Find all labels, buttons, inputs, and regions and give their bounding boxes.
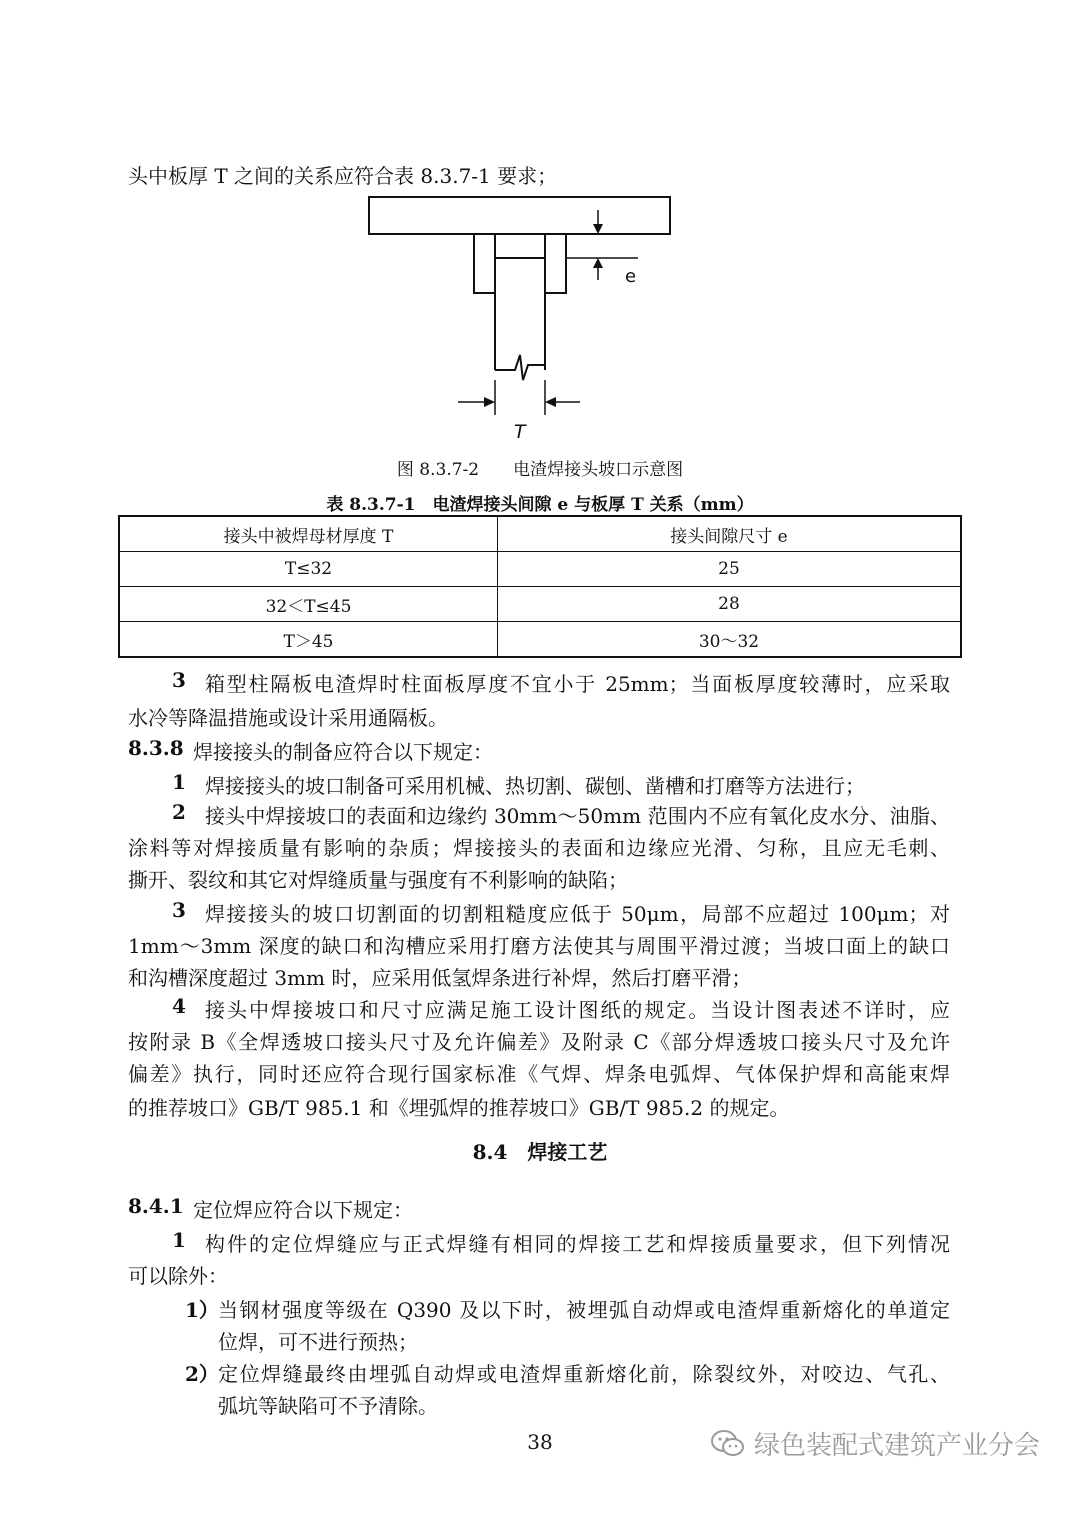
paragraph-line: 当钢材强度等级在 Q390 及以下时，被埋弧自动焊或电渣焊重新熔化的单道定	[218, 1298, 950, 1322]
clause-text: 焊接接头的制备应符合以下规定：	[193, 740, 493, 764]
arrow-down-icon	[593, 224, 603, 234]
intro-line: 头中板厚 T 之间的关系应符合表 8.3.7-1 要求；	[128, 164, 558, 188]
paragraph-line: 焊接接头的坡口制备可采用机械、热切割、碳刨、凿槽和打磨等方法进行；	[205, 774, 865, 798]
table-cell: 28	[498, 587, 962, 622]
paragraph-line: 接头中焊接坡口的表面和边缘约 30mm～50mm 范围内不应有氧化皮水分、油脂、	[205, 804, 950, 828]
clause-number: 8.3.8	[128, 736, 184, 760]
paragraph-line: 涂料等对焊接质量有影响的杂质；焊接接头的表面和边缘应光滑、匀称，且应无毛刺、	[128, 836, 950, 860]
table-row	[119, 622, 961, 658]
item-number: 3	[172, 668, 186, 692]
gap-thickness-table	[118, 515, 962, 658]
paragraph-line: 可以除外：	[128, 1264, 228, 1288]
paragraph-line: 1mm～3mm 深度的缺口和沟槽应采用打磨方法使其与周围平滑过渡；当坡口面上的缺口	[128, 934, 950, 958]
table-title: 表 8.3.7-1 电渣焊接头间隙 e 与板厚 T 关系（mm）	[326, 495, 754, 515]
paragraph-line: 水冷等降温措施或设计采用通隔板。	[128, 706, 448, 730]
paragraph-line: 位焊，可不进行预热；	[218, 1330, 418, 1354]
top-plate	[369, 197, 670, 234]
table-cell: 32＜T≤45	[119, 587, 498, 622]
electroslag-groove-diagram	[360, 190, 690, 445]
vertical-plate	[495, 258, 545, 370]
table-cell: T≤32	[119, 552, 498, 587]
paragraph-line: 撕开、裂纹和其它对焊缝质量与强度有不利影响的缺陷；	[128, 868, 628, 892]
figure-caption: 图 8.3.7-2 电渣焊接头坡口示意图	[396, 460, 684, 480]
paragraph-line: 接头中焊接坡口和尺寸应满足施工设计图纸的规定。当设计图表述不详时，应	[205, 998, 950, 1022]
table-cell: 30～32	[498, 622, 962, 658]
page-number: 38	[527, 1430, 553, 1454]
label-e: e	[625, 266, 637, 287]
item-number: 1	[172, 770, 186, 794]
table-header-row	[119, 516, 961, 552]
paragraph-line: 偏差》执行，同时还应符合现行国家标准《气焊、焊条电弧焊、气体保护焊和高能束焊	[128, 1062, 950, 1086]
table-cell: T＞45	[119, 622, 498, 658]
paragraph-line: 的推荐坡口》GB/T 985.1 和《埋弧焊的推荐坡口》GB/T 985.2 的规定。	[128, 1096, 790, 1120]
paragraph-line: 箱型柱隔板电渣焊时柱面板厚度不宜小于 25mm；当面板厚度较薄时，应采取	[205, 672, 950, 696]
left-backing-bar	[474, 234, 495, 293]
sub-item-number: 1）	[185, 1298, 219, 1322]
item-number: 1	[172, 1228, 186, 1252]
item-number: 4	[172, 994, 186, 1018]
paragraph-line: 按附录 B《全焊透坡口接头尺寸及允许偏差》及附录 C《部分焊透坡口接头尺寸及允许	[128, 1030, 950, 1054]
break-line	[495, 355, 545, 380]
watermark-text: 绿色装配式建筑产业分会	[753, 1431, 1040, 1461]
wechat-icon	[710, 1429, 746, 1459]
watermark	[710, 1425, 1040, 1462]
arrow-up-icon	[593, 258, 603, 268]
item-number: 3	[172, 898, 186, 922]
paragraph-line: 构件的定位焊缝应与正式焊缝有相同的焊接工艺和焊接质量要求，但下列情况	[205, 1232, 950, 1256]
clause-text: 定位焊应符合以下规定：	[193, 1198, 413, 1222]
arrow-left-icon	[545, 397, 556, 407]
clause-number: 8.4.1	[128, 1194, 184, 1218]
arrow-right-icon	[484, 397, 495, 407]
right-backing-bar	[545, 234, 566, 293]
sub-item-number: 2）	[185, 1362, 219, 1386]
table-row	[119, 552, 961, 587]
section-heading: 8.4 焊接工艺	[472, 1140, 608, 1164]
paragraph-line: 和沟槽深度超过 3mm 时，应采用低氢焊条进行补焊，然后打磨平滑；	[128, 966, 752, 990]
paragraph-line: 弧坑等缺陷可不予清除。	[218, 1394, 438, 1418]
table-cell: 25	[498, 552, 962, 587]
paragraph-line: 定位焊缝最终由埋弧自动焊或电渣焊重新熔化前，除裂纹外，对咬边、气孔、	[218, 1362, 950, 1386]
table-row	[119, 587, 961, 622]
table-header: 接头中被焊母材厚度 T	[119, 516, 498, 552]
item-number: 2	[172, 800, 186, 824]
label-T: T	[514, 421, 526, 443]
table-header: 接头间隙尺寸 e	[498, 516, 962, 552]
paragraph-line: 焊接接头的坡口切割面的切割粗糙度应低于 50μm，局部不应超过 100μm；对	[205, 902, 950, 926]
